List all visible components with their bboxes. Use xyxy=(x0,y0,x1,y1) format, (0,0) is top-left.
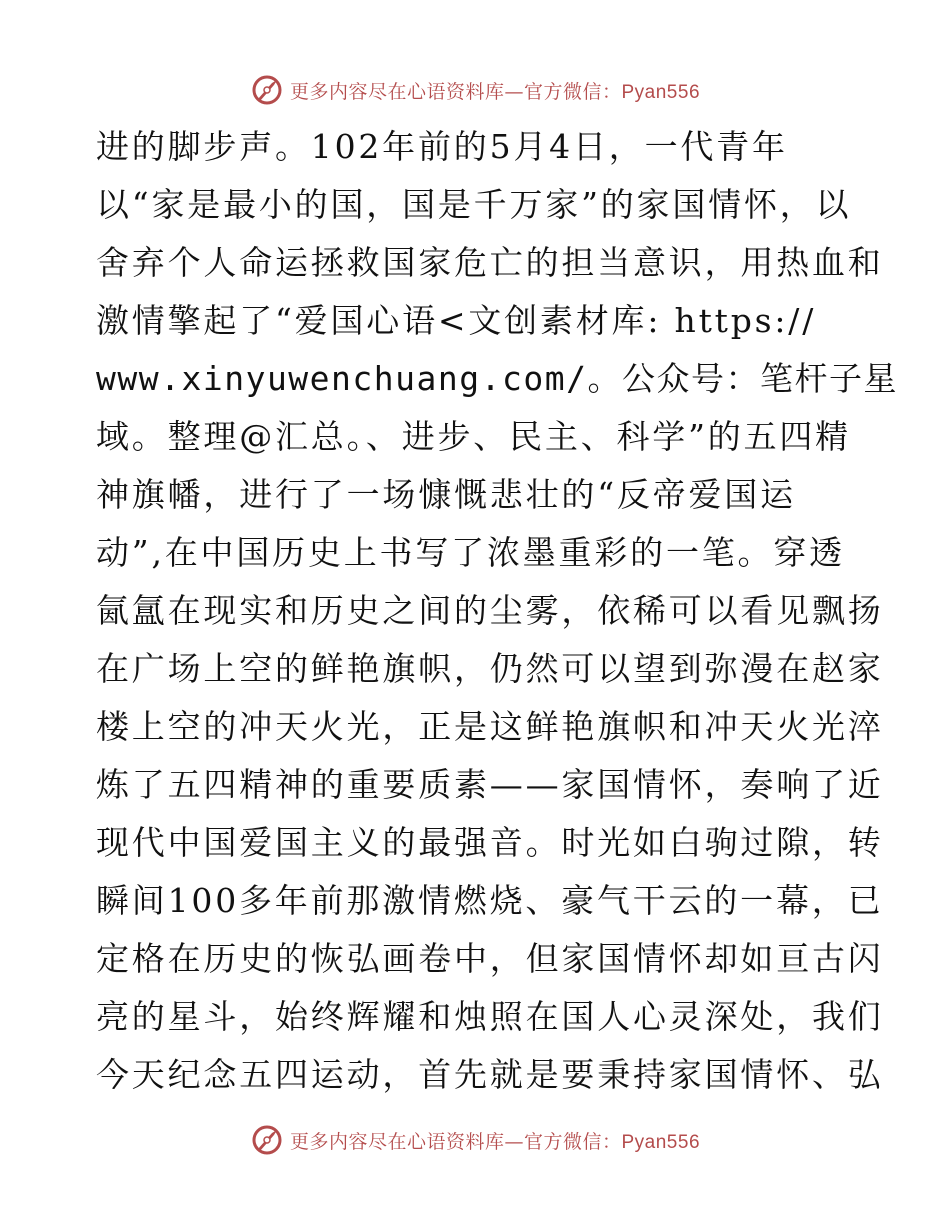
body-line-15: 定格在历史的恢弘画卷中，但家国情怀却如亘古闪 xyxy=(96,939,884,978)
article-body xyxy=(96,118,898,1104)
body-line-16: 亮的星斗，始终辉耀和烛照在国人心灵深处，我们 xyxy=(96,997,884,1036)
body-line-1: 进的脚步声。102年前的5月4日，一代青年 xyxy=(96,127,788,166)
watermark-text: 更多内容尽在心语资料库—官方微信：Pyan556 xyxy=(289,1130,701,1153)
pen-nib-circle-icon xyxy=(250,73,284,107)
watermark-text: 更多内容尽在心语资料库—官方微信：Pyan556 xyxy=(289,80,701,103)
body-line-5: www.xinyuwenchuang.com/。公众号：笔杆子星 xyxy=(96,359,898,398)
header-watermark xyxy=(0,70,950,110)
body-line-11: 楼上空的冲天火光，正是这鲜艳旗帜和冲天火光淬 xyxy=(96,707,884,746)
body-line-8: 动”,在中国历史上书写了浓墨重彩的一笔。穿透 xyxy=(96,533,845,572)
body-line-10: 在广场上空的鲜艳旗帜，仍然可以望到弥漫在赵家 xyxy=(96,649,884,688)
footer-watermark xyxy=(0,1120,950,1160)
body-line-6: 域。整理@汇总。、进步、民主、科学”的五四精 xyxy=(96,417,851,456)
body-line-13: 现代中国爱国主义的最强音。时光如白驹过隙，转 xyxy=(96,823,884,862)
body-line-12: 炼了五四精神的重要质素——家国情怀，奏响了近 xyxy=(96,765,884,804)
body-line-17: 今天纪念五四运动，首先就是要秉持家国情怀、弘 xyxy=(96,1055,884,1094)
body-line-7: 神旗幡，进行了一场慷慨悲壮的“反帝爱国运 xyxy=(96,475,796,514)
body-line-2: 以“家是最小的国，国是千万家”的家国情怀，以 xyxy=(96,185,852,224)
body-line-9: 氤氲在现实和历史之间的尘雾，依稀可以看见飘扬 xyxy=(96,591,884,630)
pen-nib-circle-icon xyxy=(250,1123,284,1157)
body-line-3: 舍弃个人命运拯救国家危亡的担当意识，用热血和 xyxy=(96,243,884,282)
body-line-4: 激情擎起了“爱国心语<文创素材库: https:// xyxy=(96,301,817,340)
body-line-14: 瞬间100多年前那激情燃烧、豪气干云的一幕，已 xyxy=(96,881,884,920)
